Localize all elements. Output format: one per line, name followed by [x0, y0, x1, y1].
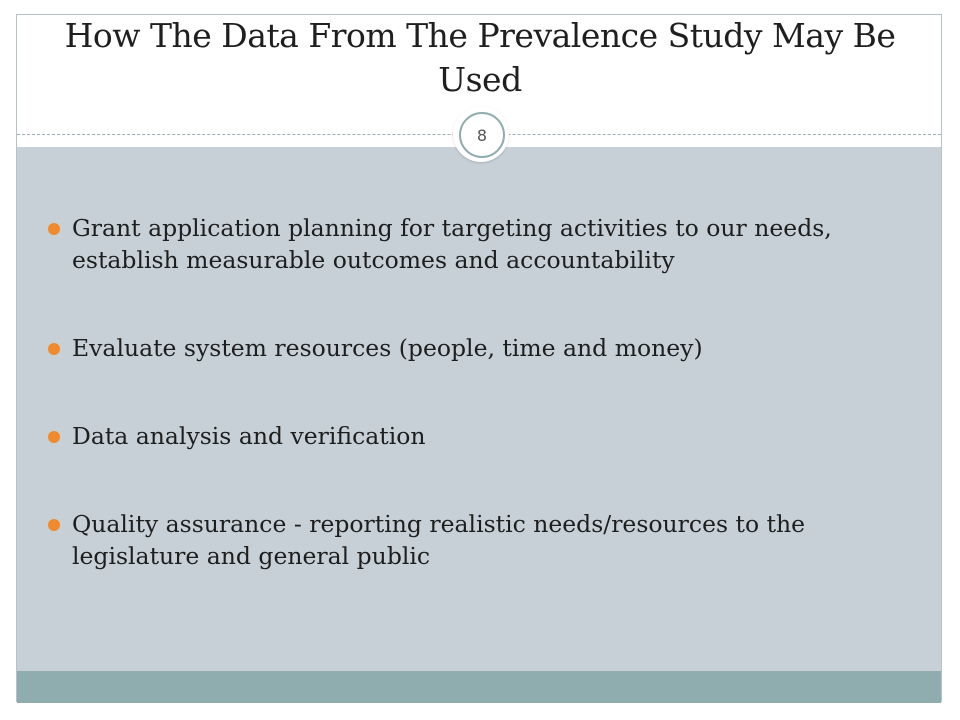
bullet-dot-icon — [48, 343, 60, 355]
bullet-item — [48, 332, 908, 364]
bullet-dot-icon — [48, 431, 60, 443]
bullet-list — [48, 212, 908, 572]
bullet-text: Quality assurance - reporting realistic needs/resources to the legislature and general public — [72, 510, 806, 570]
bullet-item — [48, 420, 908, 452]
bullet-dot-icon — [48, 223, 60, 235]
slide-number-badge — [453, 106, 509, 162]
slide-number: 8 — [459, 112, 505, 158]
bullet-item — [48, 212, 908, 276]
footer-bar — [17, 671, 941, 703]
bullet-text: Evaluate system resources (people, time and money) — [72, 334, 703, 362]
bullet-dot-icon — [48, 519, 60, 531]
slide-title: How The Data From The Prevalence Study May Be Used — [64, 16, 896, 99]
bullet-text: Data analysis and verification — [72, 422, 426, 450]
bullet-text: Grant application planning for targeting activities to our needs, establish measurable outcomes and accountability — [72, 214, 832, 274]
bullet-item — [48, 508, 908, 572]
